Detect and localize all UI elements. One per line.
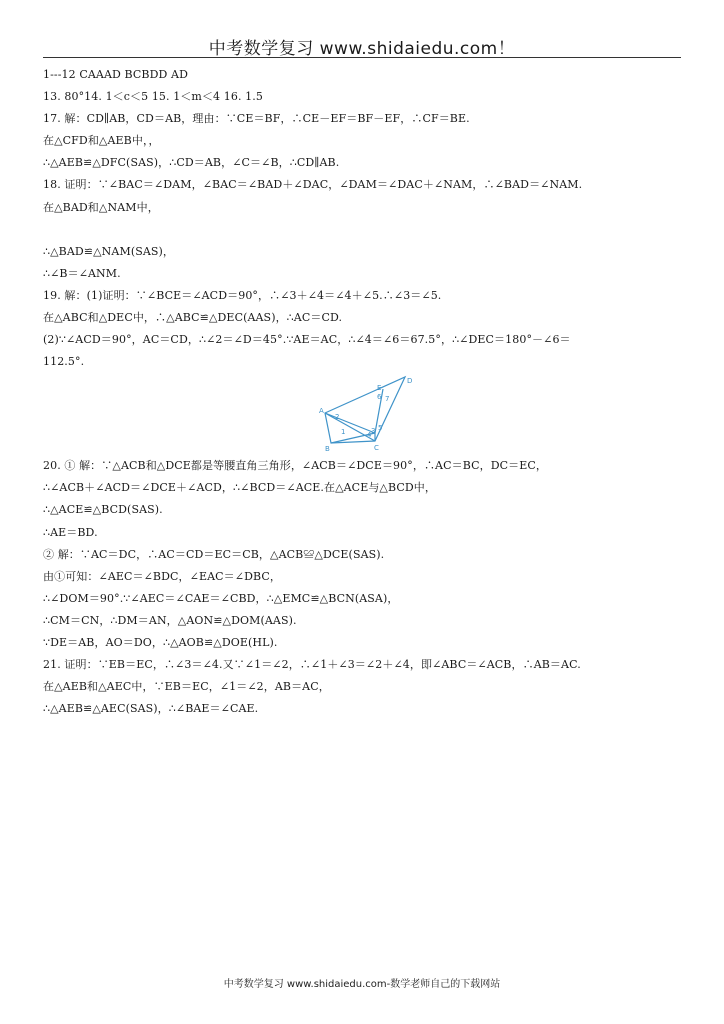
answer-line-18-a: 18. 证明：∵∠BAC＝∠DAM，∠BAC＝∠BAD＋∠DAC，∠DAM＝∠DAC＋∠NAM，∴∠BAD＝∠NAM. (43, 178, 583, 192)
answer-line-20-c: ∴△ACE≌△BCD(SAS). (43, 503, 163, 517)
blank-line (43, 219, 683, 241)
geometry-figure (43, 373, 683, 455)
page-footer: 中考数学复习 www.shidaiedu.com-数学老师自己的下载网站 (223, 979, 501, 990)
label-b: B (325, 445, 330, 454)
answer-line-20-d: ∴AE＝BD. (43, 525, 98, 539)
answer-line-1-12: 1---12 CAAAD BCBDD AD (43, 68, 188, 81)
answer-line-19-a: 19. 解：(1)证明：∵∠BCE＝∠ACD＝90°，∴∠3＋∠4＝∠4＋∠5.∴∠3＝∠5. (43, 288, 442, 302)
label-angle-3: 3 (371, 427, 376, 436)
label-a: A (319, 407, 324, 416)
label-angle-6: 6 (377, 393, 382, 402)
label-angle-2: 2 (335, 413, 340, 422)
answer-line-21-c: ∴△AEB≌△AEC(SAS)，∴∠BAE＝∠CAE. (43, 702, 259, 716)
answer-line-19-c: (2)∵∠ACD＝90°，AC＝CD，∴∠2＝∠D＝45°.∵AE＝AC，∴∠4＝∠6＝67.5°，∴∠DEC＝180°－∠6＝ (43, 333, 571, 347)
segment-ae (325, 413, 376, 436)
answer-content (43, 64, 683, 720)
label-c: C (374, 444, 379, 453)
answer-line-21-a: 21. 证明：∵EB＝EC，∴∠3＝∠4.又∵∠1＝∠2，∴∠1＋∠3＝∠2＋∠4，即∠ABC＝∠ACB，∴AB＝AC. (43, 658, 581, 672)
answer-line-13-16: 13. 80°14. 1＜c＜5 15. 1＜m＜4 16. 1.5 (43, 90, 263, 104)
header-divider (43, 57, 681, 58)
label-angle-1: 1 (341, 428, 346, 437)
answer-line-17-a: 17. 解：CD∥AB，CD＝AB，理由：∵CE＝BF，∴CE－EF＝BF－EF，∴CF＝BE. (43, 112, 470, 126)
answer-line-18-b: 在△BAD和△NAM中， (43, 200, 159, 214)
answer-line-17-b: 在△CFD和△AEB中，， (43, 134, 160, 148)
answer-line-20-b: ∴∠ACB＋∠ACD＝∠DCE＋∠ACD，∴∠BCD＝∠ACE.在△ACE与△BCD中， (43, 481, 437, 495)
label-d: D (407, 377, 413, 386)
label-angle-7: 7 (385, 395, 390, 404)
label-angle-4: 4 (367, 431, 372, 440)
answer-line-20-f: 由①可知：∠AEC＝∠BDC，∠EAC＝∠DBC， (43, 569, 281, 583)
quadrilateral-diagram (319, 375, 419, 453)
outer-shape (325, 377, 405, 443)
label-angle-5: 5 (378, 424, 383, 433)
answer-line-20-a: 20. ① 解：∵△ACB和△DCE都是等腰直角三角形，∠ACB＝∠DCE＝90°，∴AC＝BC，DC＝EC， (43, 459, 547, 473)
answer-line-19-d: 112.5°. (43, 355, 85, 369)
answer-line-17-c: ∴△AEB≌△DFC(SAS)，∴CD＝AB，∠C＝∠B，∴CD∥AB. (43, 156, 340, 170)
answer-line-18-c: ∴△BAD≌△NAM(SAS)， (43, 244, 175, 258)
answer-line-18-d: ∴∠B＝∠ANM. (43, 266, 121, 280)
figure-lines (325, 377, 405, 443)
answer-line-20-e: ② 解：∵AC＝DC，∴AC＝CD＝EC＝CB，△ACB≌△DCE(SAS). (43, 547, 385, 561)
answer-line-21-b: 在△AEB和△AEC中，∵EB＝EC，∠1＝∠2，AB＝AC， (43, 680, 330, 694)
page-header-title: 中考数学复习 www.shidaiedu.com！ (208, 39, 516, 59)
answer-line-19-b: 在△ABC和△DEC中，∴△ABC≌△DEC(AAS)，∴AC＝CD. (43, 310, 343, 324)
label-e: E (377, 384, 382, 393)
answer-line-20-h: ∴CM＝CN，∴DM＝AN，△AON≌△DOM(AAS). (43, 613, 297, 627)
answer-line-20-g: ∴∠DOM＝90°.∵∠AEC＝∠CAE＝∠CBD，∴△EMC≌△BCN(ASA)， (43, 591, 399, 605)
answer-line-20-i: ∵DE＝AB，AO＝DO，∴△AOB≌△DOE(HL). (43, 635, 278, 649)
